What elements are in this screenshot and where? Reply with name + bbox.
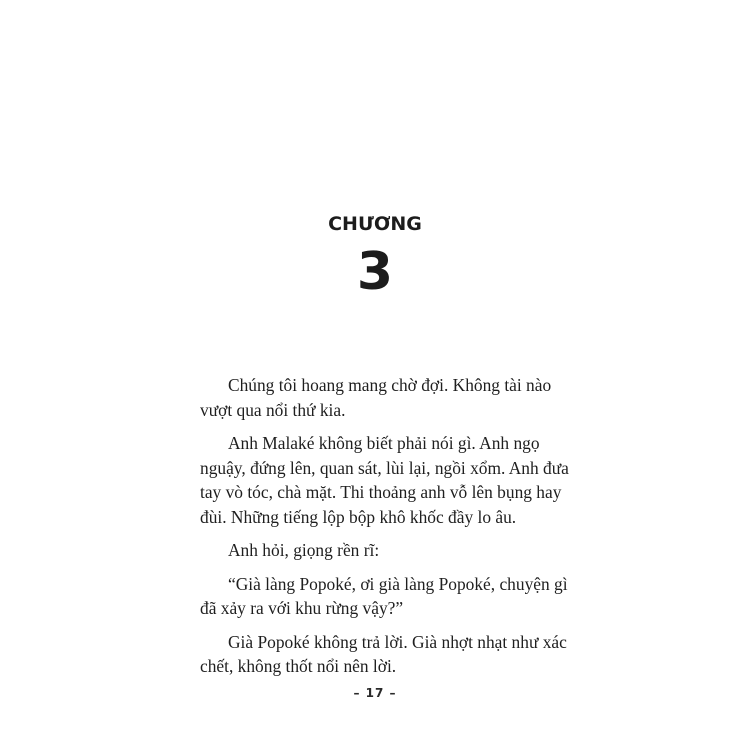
text-line: “Già làng Popoké, ơi già làng Popoké, chuyện gì (228, 573, 568, 594)
text-line: Chúng tôi hoang mang chờ đợi. Không tài nào (228, 375, 552, 395)
chapter-label: CHƯƠNG (328, 213, 422, 235)
text-line: tay vò tóc, chà mặt. Thi thoảng anh vỗ lên bụng hay (200, 482, 562, 502)
paragraph (200, 373, 560, 422)
paragraph (200, 630, 567, 679)
text-line: Già Popoké không trả lời. Già nhợt nhạt như xác (228, 631, 567, 652)
page-number: – 17 – (353, 686, 397, 700)
text-line: Anh hỏi, giọng rền rĩ: (228, 540, 380, 560)
paragraph (200, 538, 560, 563)
chapter-body (200, 373, 569, 688)
text-line: đã xảy ra với khu rừng vậy?” (200, 598, 404, 618)
paragraph (200, 572, 568, 621)
text-line: đùi. Những tiếng lộp bộp khô khốc đầy lo âu. (200, 506, 517, 527)
paragraph (200, 431, 569, 529)
text-line: nguậy, đứng lên, quan sát, lùi lại, ngồi xổm. Anh đưa (200, 457, 569, 478)
text-line: vượt qua nổi thứ kia. (200, 399, 346, 420)
text-line: chết, không thốt nổi nên lời. (200, 656, 397, 676)
text-line: Anh Malaké không biết phải nói gì. Anh ngọ (228, 433, 540, 453)
chapter-number: 3 (356, 242, 394, 302)
